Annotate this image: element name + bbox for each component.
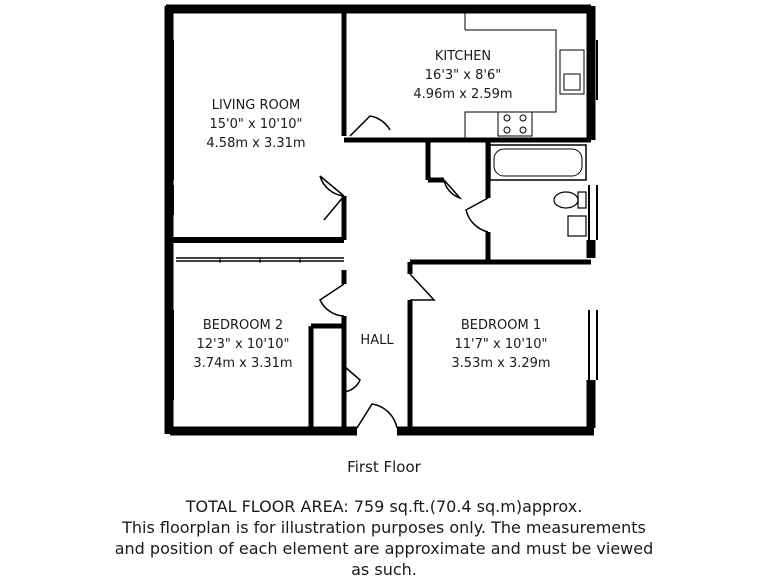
room-dim-imperial: 11'7" x 10'10" [454,337,548,352]
room-name: LIVING ROOM [211,98,301,113]
disclaimer-line: This floorplan is for illustration purposes only. The measurements [122,518,646,537]
total-floor-area: TOTAL FLOOR AREA: 759 sq.ft.(70.4 sq.m)approx. [185,497,583,516]
room-dim-metric: 4.58m x 3.31m [206,136,306,151]
hob [498,112,532,136]
door-kitchen [350,116,390,136]
room-dim-imperial: 12'3" x 10'10" [196,337,290,352]
door-cupboard [444,180,460,198]
door-living [320,176,344,220]
room-label-hall [292,331,462,350]
toilet [554,192,578,208]
room-name: KITCHEN [434,49,492,64]
basin [568,216,586,236]
door-entrance [357,404,397,428]
room-name: BEDROOM 2 [202,318,284,333]
door-bedroom1 [410,274,434,300]
disclaimer [0,496,768,580]
room-label-kitchen [378,47,548,104]
disclaimer-line: as such. [351,560,417,579]
room-label-living-room [171,96,341,153]
room-dim-metric: 4.96m x 2.59m [413,87,513,102]
room-name: BEDROOM 1 [460,318,542,333]
door-bath [466,198,488,232]
cupboard-wall-2 [428,140,444,180]
bath [490,145,586,180]
room-name: HALL [360,333,394,348]
room-dim-metric: 3.74m x 3.31m [193,356,293,371]
room-dim-metric: 3.53m x 3.29m [451,356,551,371]
door-bedroom2 [320,284,344,316]
disclaimer-line: and position of each element are approximate and must be viewed [114,539,654,558]
room-dim-imperial: 15'0" x 10'10" [209,117,303,132]
room-dim-imperial: 16'3" x 8'6" [424,68,502,83]
floor-label: First Floor [347,458,421,476]
